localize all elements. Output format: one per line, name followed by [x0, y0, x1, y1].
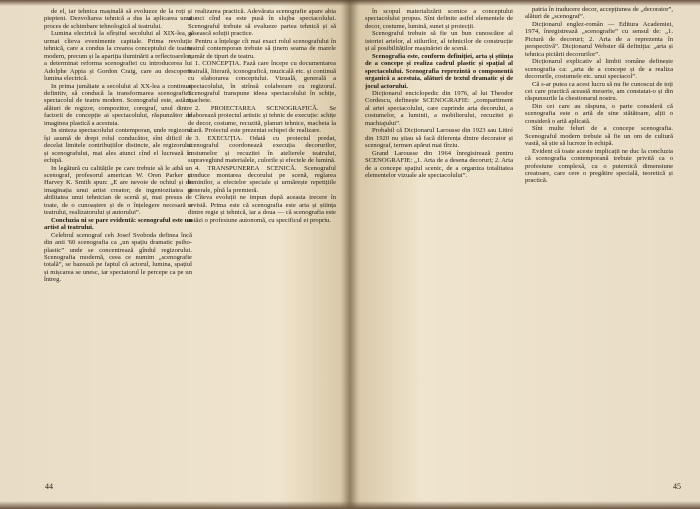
page-edge-bottom [0, 501, 700, 509]
paragraph: Grand Larousse din 1964 înregistrează pentru SCENOGRAFIE: „1. Arta de a desena decoruri; 2. Arta de a concepe spațiul scenic, de a organiza totalitatea elementelor vizuale ale spectacolului”. [365, 149, 513, 179]
page-number-right: 45 [673, 482, 681, 491]
paragraph: In sinteza spectacolului contemporan, unde regizorul își asumă de drept rolul conducător, sînt dificil de decelat limitele contribuțiilor distincte, ale regizorului și scenografului, mai ales atunci cînd el lucrează în echipă. [44, 127, 192, 165]
paragraph: patria în traducere decor, accepțiunea de „decorator”, alături de „scenograf”. [525, 6, 673, 21]
paragraph: 4. TRANSPUNEREA SCENICĂ. Scenograful conduce montarea decorului pe scenă, reglarea luminilor, a efectelor speciale și urmărește repetițiile generale, pînă la premieră. [188, 164, 336, 194]
paragraph: Dicționarul explicativ al limbii române definește scenografia ca: „arta de a concepe și de a realiza decorurile, costumele etc. unui spectacol”. [525, 58, 673, 81]
paragraph: Lumina electrică la sfîrșitul secolului al XIX-lea, a urmat cîteva evenimente capitale. Prima revoluție tehnică, care a condus la crearea conceptului de teatru modern, precum și la apariția iluminării a reflectoarelor, a determinat reforma scenografiei cu introducerea lui Adolphe Appia și Gordon Craig, care au descoperit lumina electrică. [44, 30, 192, 83]
paragraph: In legătură cu calitățile pe care trebuie să le aibă un scenograf, profesorul american W. Oren Parker și Harvey K. Smith spun: „E are nevoie de ochiul și de imaginația unui artist creator; de ingeniozitatea și abilitatea unui tehnician de scenă și, mai presus de toate, de o cunoaștere și de o înțelegere necesară a teatrului, realizatorului și autorului”. [44, 164, 192, 217]
paragraph: Că s-ar putea ca acest lucru să nu fie cunoscut de toți cei care practică această meserie, am constatat-o și din răspunsurile la chestionarul nostru. [525, 80, 673, 103]
paragraph: Pentru a înțelege cît mai exact rolul scenografului în teatrul contemporan trebuie să ținem seama de marele număr de tipuri de teatru. [188, 37, 336, 60]
paragraph: în scopul materializării scenice a conceptului spectacolului propus. Sînt definite astfel elementele de decor, costume, lumină, sunet și proiecții. [365, 8, 513, 30]
paragraph: Scenograful trebuie să fie un bun cunoscător al istoriei artelor, al stilurilor, al tehnicilor de construcție și al posibilităților mașinăriei de scenă. [365, 30, 513, 53]
paragraph: 2. PROIECTAREA SCENOGRAFICĂ. Se elaborează proiectul artistic și tehnic de execuție: schițe de decor, costume, recuzită, planuri tehnice, macheta la scară. Proiectul este prezentat echipei de realizare. [188, 104, 336, 135]
paragraph: Sînt multe feluri de a concepe scenografia. Scenograful modern trebuie să fie un om de cultură vastă, să știe să lucreze în echipă. [525, 125, 673, 148]
right-page [355, 0, 700, 509]
paragraph: Dicționarul englez-român — Editura Academiei, 1974, înregistrează „scenografie” cu sensul de: „1. Pictură de decoruri; 2. Arta de a reprezenta în perspectivă”. Dicționarul Webster dă definiția: „arta și tehnica pictării decorurilor”. [525, 20, 673, 58]
paragraph: 1. CONCEPȚIA. Fază care începe cu documentarea teatrală, literară, iconografică, muzicală etc. și continuă cu elaborarea conceptului. Vizuală, generală a spectacolului, în strînsă colaborare cu regizorul. Scenograful transpune ideea spectacolului în schițe, machete. [188, 60, 336, 105]
left-page-column-2 [188, 8, 336, 486]
paragraph: Concluzia ni se pare evidentă: scenograful este un artist al teatrului. [44, 216, 192, 232]
paragraph: Probabil că Dicționarul Larousse din 1923 sau Littré din 1920 nu știau să facă diferența dintre decorator și scenograf, termen apărut mai tîrziu. [365, 127, 513, 150]
paragraph: realizarea practică. Adevărata scenografie apare abia atunci cînd ea este pusă în slujba spectacolului. Scenograful trebuie să evalueze partea tehnică și să găsească soluții practice. [188, 8, 336, 38]
right-page-column-1 [365, 8, 513, 486]
paragraph: de el, iar tehnica mașinală să evolueze de la roți și piepteni. Dezvoltarea tehnică a dus la aplicarea unui proces de schimbare tehnologică al teatrului. [44, 8, 192, 30]
paragraph: In prima jumătate a secolului al XX-lea a continuat definitiv, să conducă la transformarea scenografiei: spectacolul de teatru modern. Scenograful este, astăzi, alături de regizor, compozitor, coregraf, unul dintre factorii de concepție ai spectacolului, răspunzător de imaginea plastică a acestuia. [44, 82, 192, 127]
left-page-column-1 [44, 8, 192, 486]
paragraph: Celebrul scenograf ceh Josef Svoboda definea încă din anii '60 scenografia ca „un spațiu dramatic psiho-plastic” unde se concentrează gîndul regizorului. Scenografia modernă, ceea ce numim „scenografie totală”, se bazează pe faptul că actorul, lumina, spațiul și mișcarea se unesc, iar spectatorul le percepe ca pe un întreg. [44, 231, 192, 284]
page-number-left: 44 [45, 482, 53, 491]
left-page [0, 0, 345, 509]
paragraph: Cîteva evoluții ne impun după aceasta trecere în revistă. Prima este că scenografia este arta și știința dintre regie și tehnică, iar a doua — că scenografia este astăzi o profesiune autonomă, cu specificul ei propriu. [188, 194, 336, 224]
paragraph: Evident că toate aceste implicații ne duc la concluzia că scenografia contemporană trebuie privită ca o profesiune complexă, cu o puternică dimensiune creatoare, care cere o pregătire specială, teoretică și practică. [525, 147, 673, 185]
paragraph: Scenografia este, conform definiției, arta și știința de a concepe și realiza cadrul plastic și spațial al spectacolului. Scenografia reprezintă o componentă organică a acestuia, alături de textul dramatic și de jocul actorului. [365, 52, 513, 90]
paragraph: 3. EXECUȚIA. Odată cu proiectul predat, scenograful coordonează execuția decorurilor, costumelor și recuzitei în atelierele teatrului, supraveghind materialele, culorile și efectele de lumină. [188, 134, 336, 165]
paragraph: Dicționarul enciclopedic din 1976, al lui Theodor Cordescu, definește SCENOGRAFIE: „compartiment al artei spectacolului, care cuprinde arta decorului, a costumelor, a luminii, a mobilierului, recuzitei și machiajului”. [365, 89, 513, 127]
paragraph: Din cei care au răspuns, o parte consideră că scenografia este o artă de sine stătătoare, alții o consideră o artă aplicată. [525, 102, 673, 125]
right-page-column-2 [525, 6, 673, 484]
